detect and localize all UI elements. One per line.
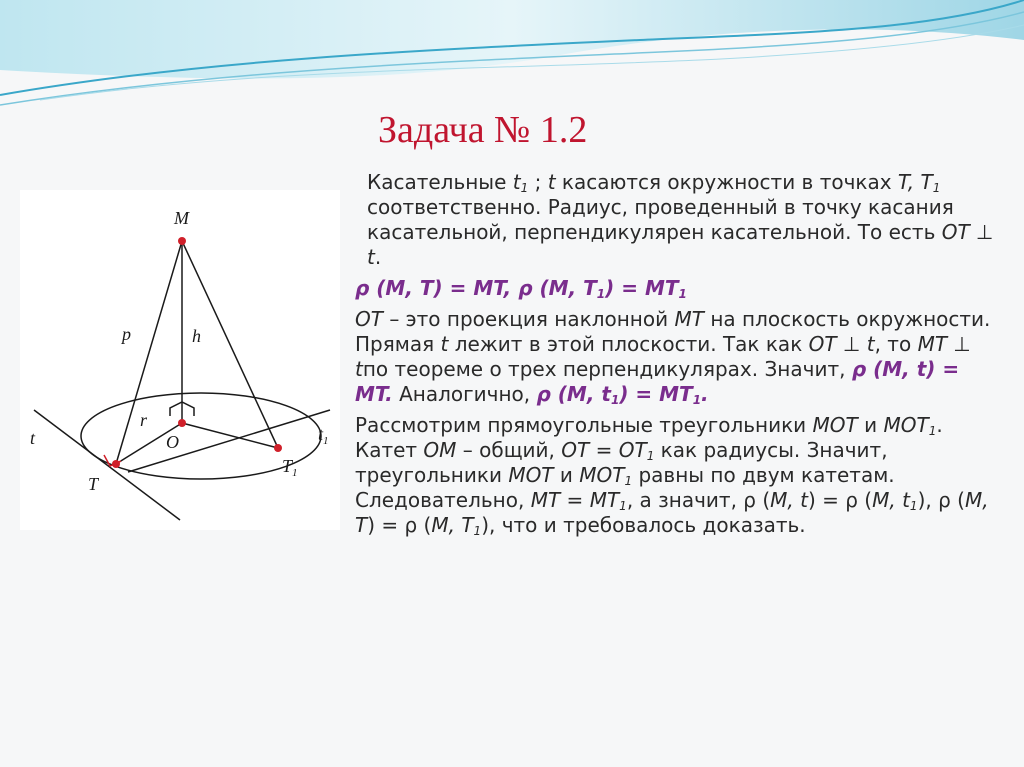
line-OT1 [182,423,278,448]
label-t1: $t_1$ [318,424,329,447]
paragraph-conclusion: Рассмотрим прямоугольные треугольники MOT и $MOT_1$. Катет OM – общий, OT = $OT_1$ как радиусы. Значит, треугольники MOT и $MOT_1$ равны по двум катетам. Следовательно, MT = $MT_1$, а значит, ρ (M, t) = ρ (M, $t_1$), ρ (M, T) = ρ (M, $T_1$), что и требовалось доказать. [355,413,989,538]
label-p: p [122,324,131,344]
paragraph-distances: ρ (M, T) = MT, ρ (M, $T_1) = MT_1$ [355,276,687,301]
paragraph-tangents: Касательные $t_1$ ; t касаются окружности в точках T, $T_1$ соответственно. Радиус, проведенный в точку касания касательной, перпендикулярен касательной. То есть OT ⊥ t. [367,170,994,269]
geometry-diagram [20,190,340,530]
tangent-line-t1 [128,410,330,472]
point-O [178,419,186,427]
label-T1: $T_1$ [282,456,298,479]
label-M: M [174,208,189,228]
label-T: T [88,474,99,494]
line-MT [116,241,182,464]
point-M [178,237,186,245]
diagram-svg [20,190,340,530]
label-t: t [30,428,36,448]
point-T1 [274,444,282,452]
slide-title: Задача № 1.2 [378,109,588,151]
point-T [112,460,120,468]
label-r: r [140,410,148,430]
solution-text [355,170,995,544]
label-O: O [166,432,179,452]
tangent-line-t [34,410,180,520]
label-h: h [192,326,201,346]
paragraph-projection: OT – это проекция наклонной MT на плоскость окружности. Прямая t лежит в этой плоскости. Так как OT ⊥ t, то MT ⊥ tпо теореме о трех перпендикулярах. Значит, ρ (M, t) = MT. Аналогично, ρ (M, $t_1) = MT_1$. [355,307,991,407]
